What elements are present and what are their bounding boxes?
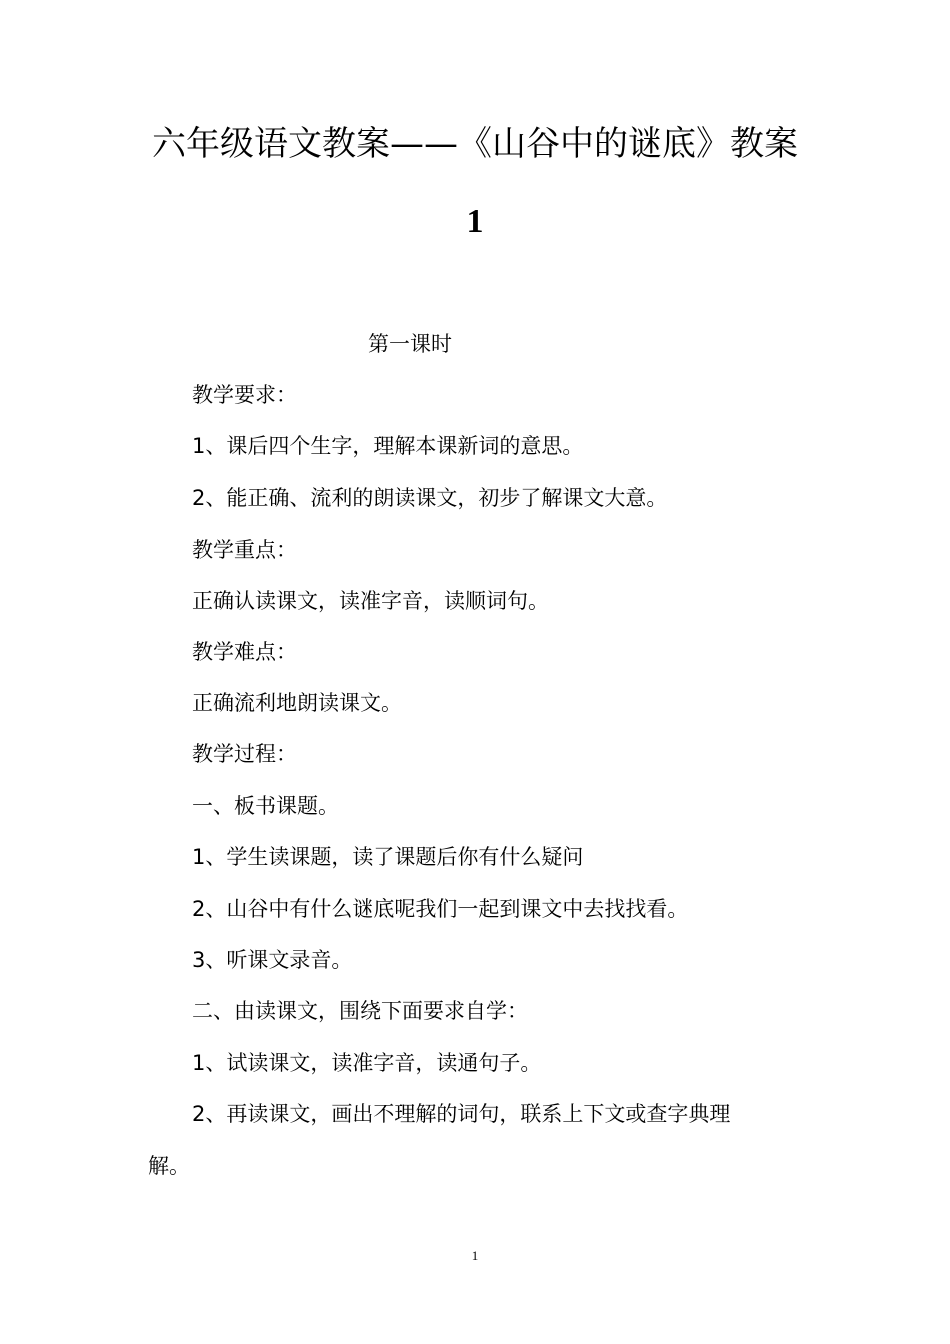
document-title-number: 1 [466,203,484,240]
process-step-one: 一、板书课题。 [192,794,339,818]
document-title: 六年级语文教案——《山谷中的谜底》教案 [152,124,798,164]
process-item: 1、试读课文，读准字音，读通句子。 [192,1051,542,1075]
requirement-item-2: 2、能正确、流利的朗读课文，初步了解课文大意。 [192,486,668,510]
section-heading-difficulties: 教学难点： [192,640,297,664]
section-heading-key-points: 教学重点： [192,538,297,562]
difficulties-text: 正确流利地朗读课文。 [192,691,402,715]
section-heading-requirements: 教学要求： [192,383,297,407]
lesson-period-heading: 第一课时 [368,332,452,356]
process-item: 1、学生读课题，读了课题后你有什么疑问 [192,845,584,869]
process-item: 2、再读课文，画出不理解的词句，联系上下文或查字典理 [192,1102,731,1126]
requirement-item-1: 1、课后四个生字，理解本课新词的意思。 [192,434,584,458]
process-item-continuation: 解。 [148,1154,190,1178]
process-item: 2、山谷中有什么谜底呢我们一起到课文中去找找看。 [192,897,689,921]
section-heading-process: 教学过程： [192,742,297,766]
process-step-two: 二、由读课文，围绕下面要求自学： [192,999,528,1023]
process-item: 3、听课文录音。 [192,948,353,972]
key-points-text: 正确认读课文，读准字音，读顺词句。 [192,589,549,613]
page-number: 1 [471,1248,479,1263]
